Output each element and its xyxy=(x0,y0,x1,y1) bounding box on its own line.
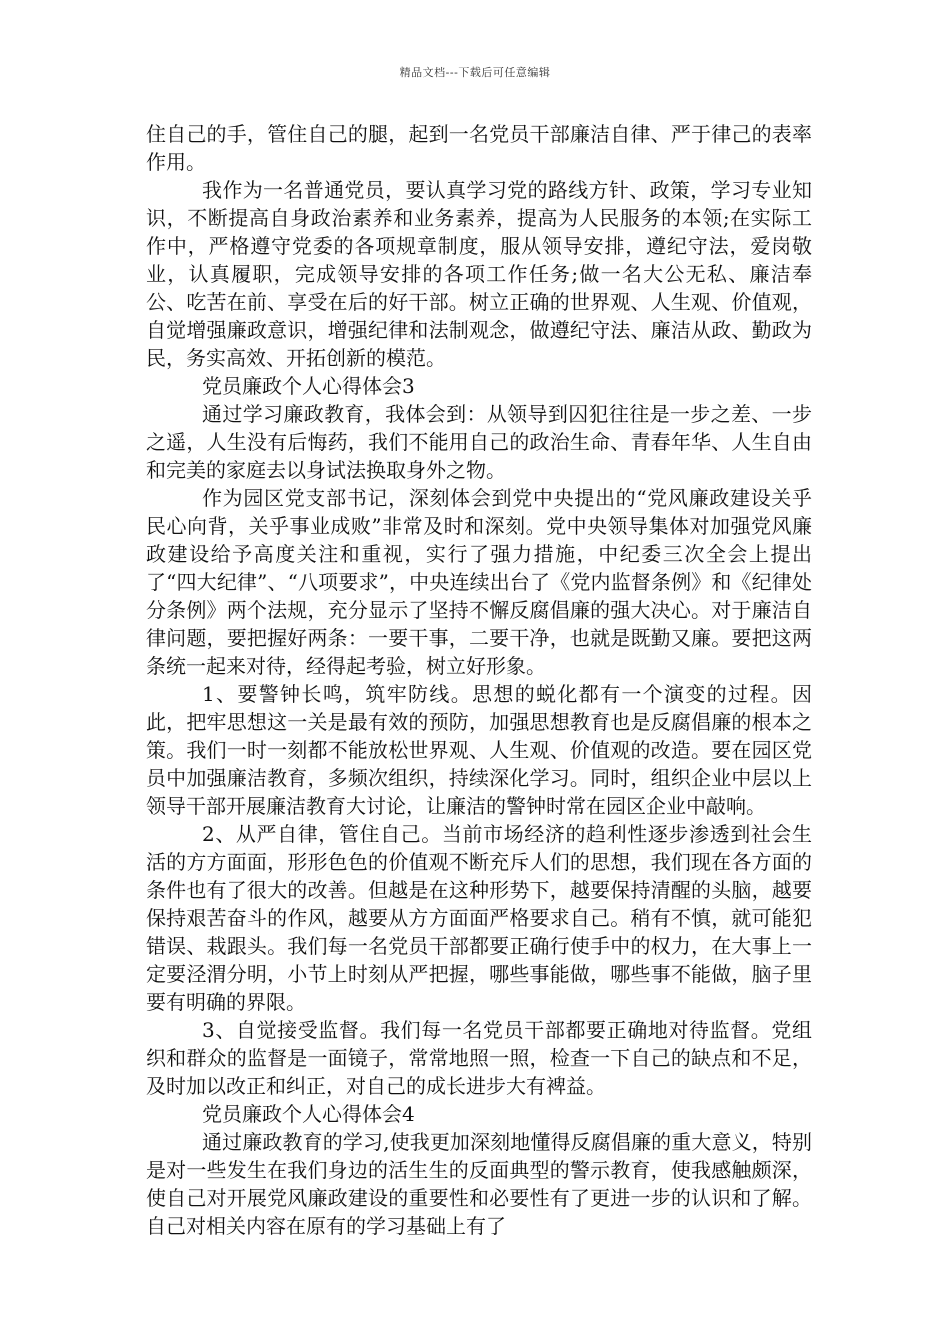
section-heading: 党员廉政个人心得体会3 xyxy=(202,374,415,398)
list-paragraph: 3、自觉接受监督。我们每一名党员干部都要正确地对待监督。党组织和群众的监督是一面镜子，常常地照一照，检查一下自己的缺点和不足，及时加以改正和纠正，对自己的成长进步大有裨益。 xyxy=(146,1018,812,1098)
document-body xyxy=(146,120,812,1240)
section-heading: 党员廉政个人心得体会4 xyxy=(202,1102,415,1126)
page-header: 精品文档---下载后可任意编辑 xyxy=(399,66,551,79)
paragraph: 通过学习廉政教育，我体会到：从领导到囚犯往往是一步之差、一步之遥，人生没有后悔药，我们不能用自己的政治生命、青春年华、人生自由和完美的家庭去以身试法换取身外之物。 xyxy=(146,402,812,482)
paragraph: 我作为一名普通党员，要认真学习党的路线方针、政策，学习专业知识，不断提高自身政治素养和业务素养，提高为人民服务的本领;在实际工作中，严格遵守党委的各项规章制度，服从领导安排，遵纪守法，爱岗敬业，认真履职，完成领导安排的各项工作任务;做一名大公无私、廉洁奉公、吃苦在前、享受在后的好干部。树立正确的世界观、人生观、价值观，自觉增强廉政意识，增强纪律和法制观念，做遵纪守法、廉洁从政、勤政为民，务实高效、开拓创新的模范。 xyxy=(146,178,812,370)
list-paragraph: 1、要警钟长鸣，筑牢防线。思想的蜕化都有一个演变的过程。因此，把牢思想这一关是最有效的预防，加强思想教育也是反腐倡廉的根本之策。我们一时一刻都不能放松世界观、人生观、价值观的改造。要在园区党员中加强廉洁教育，多频次组织，持续深化学习。同时，组织企业中层以上领导干部开展廉洁教育大讨论，让廉洁的警钟时常在园区企业中敲响。 xyxy=(146,682,812,818)
list-paragraph: 2、从严自律，管住自己。当前市场经济的趋利性逐步渗透到社会生活的方方面面，形形色色的价值观不断充斥人们的思想，我们现在各方面的条件也有了很大的改善。但越是在这种形势下，越要保持清醒的头脑，越要保持艰苦奋斗的作风，越要从方方面面严格要求自己。稍有不慎，就可能犯错误、栽跟头。我们每一名党员干部都要正确行使手中的权力，在大事上一定要泾渭分明，小节上时刻从严把握，哪些事能做，哪些事不能做，脑子里要有明确的界限。 xyxy=(146,822,812,1014)
paragraph-continuation: 住自己的手，管住自己的腿，起到一名党员干部廉洁自律、严于律己的表率作用。 xyxy=(146,122,812,174)
paragraph: 作为园区党支部书记，深刻体会到党中央提出的“党风廉政建设关乎民心向背，关乎事业成败”非常及时和深刻。党中央领导集体对加强党风廉政建设给予高度关注和重视，实行了强力措施，中纪委三次全会上提出了“四大纪律”、“八项要求”，中央连续出台了《党内监督条例》和《纪律处分条例》两个法规，充分显示了坚持不懈反腐倡廉的强大决心。对于廉洁自律问题，要把握好两条：一要干事，二要干净，也就是既勤又廉。要把这两条统一起来对待，经得起考验，树立好形象。 xyxy=(146,486,812,678)
paragraph: 通过廉政教育的学习,使我更加深刻地懂得反腐倡廉的重大意义，特别是对一些发生在我们身边的活生生的反面典型的警示教育，使我感触颇深，使自己对开展党风廉政建设的重要性和必要性有了更进一步的认识和了解。自己对相关内容在原有的学习基础上有了 xyxy=(146,1130,812,1238)
